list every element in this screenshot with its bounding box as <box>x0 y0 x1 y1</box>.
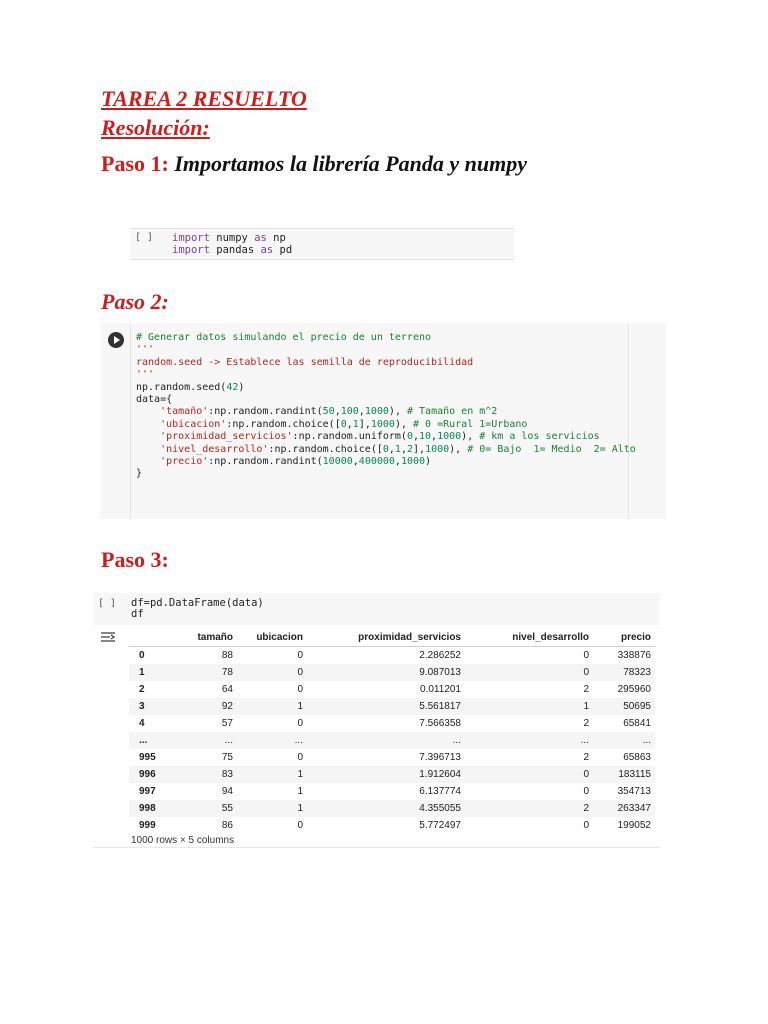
table-cell: 50695 <box>593 698 655 715</box>
code-token: np <box>266 232 286 244</box>
code-token: 50 <box>322 406 335 418</box>
code-token: as <box>254 232 267 244</box>
code-token: # 0= Bajo 1= Medio 2= Alto <box>467 443 636 455</box>
code-token: } <box>136 468 143 480</box>
row-index: 997 <box>139 786 156 797</box>
table-row <box>129 800 655 817</box>
code-token: :np.random.uniform( <box>292 431 407 443</box>
table-cell: 1.912604 <box>307 766 465 783</box>
code-token: data={ <box>136 394 173 406</box>
table-cell: 0 <box>297 718 303 729</box>
code-token: 10000 <box>322 456 353 468</box>
table-cell: 83 <box>171 766 237 783</box>
code-token: , <box>412 431 419 443</box>
code-token: 'nivel_desarrollo' <box>160 443 269 455</box>
table-cell: 7.566358 <box>419 718 461 729</box>
code-line <box>136 444 636 456</box>
code-token: 0 <box>406 431 413 443</box>
column-header <box>129 629 171 647</box>
step-1-heading <box>101 152 527 176</box>
table-cell: 9.087013 <box>307 664 465 681</box>
table-cell: 55 <box>171 800 237 817</box>
table-cell: 5.561817 <box>307 698 465 715</box>
code-line <box>136 456 636 468</box>
table-cell: 1 <box>237 698 307 715</box>
row-index: 0 <box>139 650 145 661</box>
table-cell: 78 <box>171 664 237 681</box>
code-line <box>136 332 636 344</box>
column-header: tamaño <box>171 629 237 647</box>
code-token: ], <box>413 443 426 455</box>
code-token: , <box>394 456 401 468</box>
table-cell: ... <box>465 732 593 749</box>
table-cell: 4.355055 <box>307 800 465 817</box>
document-title: TAREA 2 RESUELTO <box>101 86 307 111</box>
code-token: pandas <box>209 244 261 256</box>
table-cell: 94 <box>221 786 233 797</box>
row-index: 996 <box>129 766 171 783</box>
table-cell: 0 <box>465 766 593 783</box>
code-cell-imports[interactable] <box>130 228 514 260</box>
code-token: :np.random.randint( <box>208 406 323 418</box>
table-cell: 2.286252 <box>419 650 461 661</box>
code-token: as <box>260 244 274 256</box>
row-index: ... <box>129 732 171 749</box>
code-token: 100 <box>340 406 359 418</box>
code-token: :np.random.choice([ <box>268 443 383 455</box>
code-token <box>136 444 160 455</box>
code-token: 1 <box>352 418 359 430</box>
code-line <box>172 232 292 244</box>
row-index: 999 <box>139 820 156 831</box>
code-line <box>136 344 636 356</box>
step-3-heading <box>101 548 169 572</box>
table-cell: 2 <box>465 800 593 817</box>
cell-run-bracket[interactable]: [ ] <box>135 232 154 243</box>
cell-divider <box>93 847 660 848</box>
code-token: , <box>388 443 395 455</box>
table-row <box>129 664 655 681</box>
table-row <box>129 817 655 834</box>
step-2-heading <box>101 290 169 314</box>
table-cell: 86 <box>221 820 233 831</box>
code-token <box>136 419 160 430</box>
code-token: # 0 =Rural 1=Urbano <box>413 418 528 430</box>
code-token: ], <box>358 418 371 430</box>
code-editor[interactable] <box>131 598 264 620</box>
table-cell: 0 <box>583 650 589 661</box>
code-token: , <box>431 431 438 443</box>
code-line <box>136 394 636 406</box>
table-row <box>129 783 655 800</box>
table-row <box>129 647 655 665</box>
code-token: ), <box>388 406 407 418</box>
code-token: 'tamaño' <box>160 406 209 418</box>
code-token: 1000 <box>364 406 389 418</box>
table-cell: 64 <box>221 684 233 695</box>
code-token: 2 <box>406 443 414 455</box>
code-token: # km a los servicios <box>479 431 600 443</box>
code-token: ) <box>238 381 245 393</box>
code-token: 1000 <box>400 456 426 468</box>
output-toggle-icon[interactable] <box>100 630 116 644</box>
code-token: 'ubicacion' <box>160 418 227 430</box>
table-row <box>129 715 655 732</box>
cell-run-bracket[interactable]: [ ] <box>98 598 117 609</box>
step-1-label: Paso 1: <box>101 151 169 176</box>
code-token <box>136 456 160 467</box>
table-cell: 0 <box>583 820 589 831</box>
table-cell: 1 <box>237 800 307 817</box>
table-cell: ... <box>593 732 655 749</box>
table-cell: 2 <box>583 718 589 729</box>
table-row <box>129 681 655 698</box>
code-token: random.seed -> Establece las semilla de reproducibilidad <box>136 356 474 368</box>
code-token: 1000 <box>437 431 462 443</box>
code-token: import <box>172 232 210 244</box>
code-token: 0 <box>382 443 389 455</box>
column-header: ubicacion <box>237 629 307 647</box>
code-line <box>136 382 636 394</box>
run-cell-icon[interactable] <box>108 332 124 348</box>
code-token: numpy <box>209 232 255 244</box>
table-cell: 338876 <box>617 650 651 661</box>
code-line <box>136 431 636 443</box>
table-cell: 263347 <box>593 800 655 817</box>
code-cell-dataframe[interactable] <box>93 593 660 848</box>
code-token: df=pd.DataFrame(data) <box>131 597 264 609</box>
table-cell: 7.396713 <box>419 752 461 763</box>
table-cell: 88 <box>221 650 233 661</box>
table-cell: 183115 <box>593 766 655 783</box>
table-cell: ... <box>307 732 465 749</box>
code-token: , <box>346 418 353 430</box>
cell-input[interactable] <box>93 593 660 625</box>
code-token: :np.random.choice([ <box>226 418 341 430</box>
step-1-description: Importamos la librería Panda y numpy <box>174 151 527 176</box>
row-index: 995 <box>139 752 156 763</box>
table-cell: 57 <box>221 718 233 729</box>
code-editor[interactable] <box>136 332 636 481</box>
table-cell: 0 <box>297 820 303 831</box>
code-line <box>136 419 636 431</box>
table-cell: 0 <box>297 684 303 695</box>
code-token: pd <box>273 244 293 256</box>
code-editor[interactable] <box>172 232 292 256</box>
table-cell: 2 <box>583 684 589 695</box>
table-cell: 92 <box>171 698 237 715</box>
code-line <box>131 598 264 609</box>
code-token: ), <box>461 431 480 443</box>
code-token <box>136 431 160 442</box>
code-cell-data-generation[interactable] <box>100 323 666 519</box>
table-cell: 78323 <box>593 664 655 681</box>
step-3-label: Paso 3: <box>101 547 169 572</box>
code-token: , <box>352 456 359 468</box>
table-cell: 1 <box>297 786 303 797</box>
code-token: df <box>131 608 144 620</box>
code-token: 'precio' <box>160 456 209 468</box>
code-line <box>136 369 636 381</box>
row-index: 4 <box>139 718 145 729</box>
table-cell: 1 <box>465 698 593 715</box>
code-token: 0 <box>340 418 347 430</box>
table-row <box>129 698 655 715</box>
table-cell: 0 <box>297 752 303 763</box>
table-cell: 295960 <box>617 684 651 695</box>
dataframe-table <box>129 629 655 834</box>
code-line <box>131 609 264 620</box>
code-token: # Tamaño en m^2 <box>406 406 498 418</box>
table-cell: 65863 <box>623 752 651 763</box>
code-token <box>136 406 160 417</box>
step-2-label: Paso 2: <box>101 289 169 314</box>
code-line <box>136 357 636 369</box>
table-cell: ... <box>237 732 307 749</box>
row-index: 998 <box>129 800 171 817</box>
dataframe-shape-label: 1000 rows × 5 columns <box>131 835 235 846</box>
table-row <box>129 732 655 749</box>
column-header: proximidad_servicios <box>307 629 465 647</box>
cell-gutter <box>130 323 131 519</box>
table-cell: 1 <box>237 766 307 783</box>
code-token: ), <box>394 418 414 430</box>
row-index: 1 <box>129 664 171 681</box>
table-cell: 199052 <box>617 820 651 831</box>
table-cell: 0 <box>465 664 593 681</box>
code-token: 1 <box>394 443 401 455</box>
code-token: , <box>400 443 407 455</box>
table-cell: 0.011201 <box>420 684 461 695</box>
column-header: nivel_desarrollo <box>465 629 593 647</box>
code-token: ) <box>425 456 432 468</box>
code-token: :np.random.randint( <box>208 456 323 468</box>
table-header-row <box>129 629 655 647</box>
code-token: , <box>358 406 365 418</box>
code-token: import <box>172 244 210 256</box>
table-cell: 2 <box>583 752 589 763</box>
code-line <box>136 468 636 480</box>
table-cell: 5.772497 <box>419 820 461 831</box>
code-token: 1000 <box>425 443 450 455</box>
code-token: # Generar datos simulando el precio de un terreno <box>136 332 432 343</box>
table-cell: 0 <box>237 664 307 681</box>
column-header: precio <box>593 629 655 647</box>
code-token: ''' <box>136 344 155 356</box>
table-row <box>129 766 655 783</box>
table-cell: 0 <box>583 786 589 797</box>
table-cell: 0 <box>297 650 303 661</box>
table-cell: 6.137774 <box>419 786 461 797</box>
code-token: 10 <box>419 431 432 443</box>
code-token: ''' <box>136 369 155 381</box>
code-token: 400000 <box>358 456 395 468</box>
code-line <box>136 406 636 418</box>
table-row <box>129 749 655 766</box>
code-token: , <box>334 406 341 418</box>
code-token: ), <box>449 443 468 455</box>
table-cell: 75 <box>221 752 233 763</box>
code-token: np.random.seed( <box>136 381 227 393</box>
table-cell: 65841 <box>623 718 651 729</box>
code-token: 1000 <box>370 418 395 430</box>
row-index: 3 <box>129 698 171 715</box>
table-cell: 354713 <box>617 786 651 797</box>
code-token: 42 <box>226 381 239 393</box>
row-index: 2 <box>139 684 145 695</box>
code-token: 'proximidad_servicios' <box>160 431 293 443</box>
document-subtitle: Resolución: <box>101 115 210 140</box>
table-cell: ... <box>171 732 237 749</box>
code-line <box>172 244 292 256</box>
